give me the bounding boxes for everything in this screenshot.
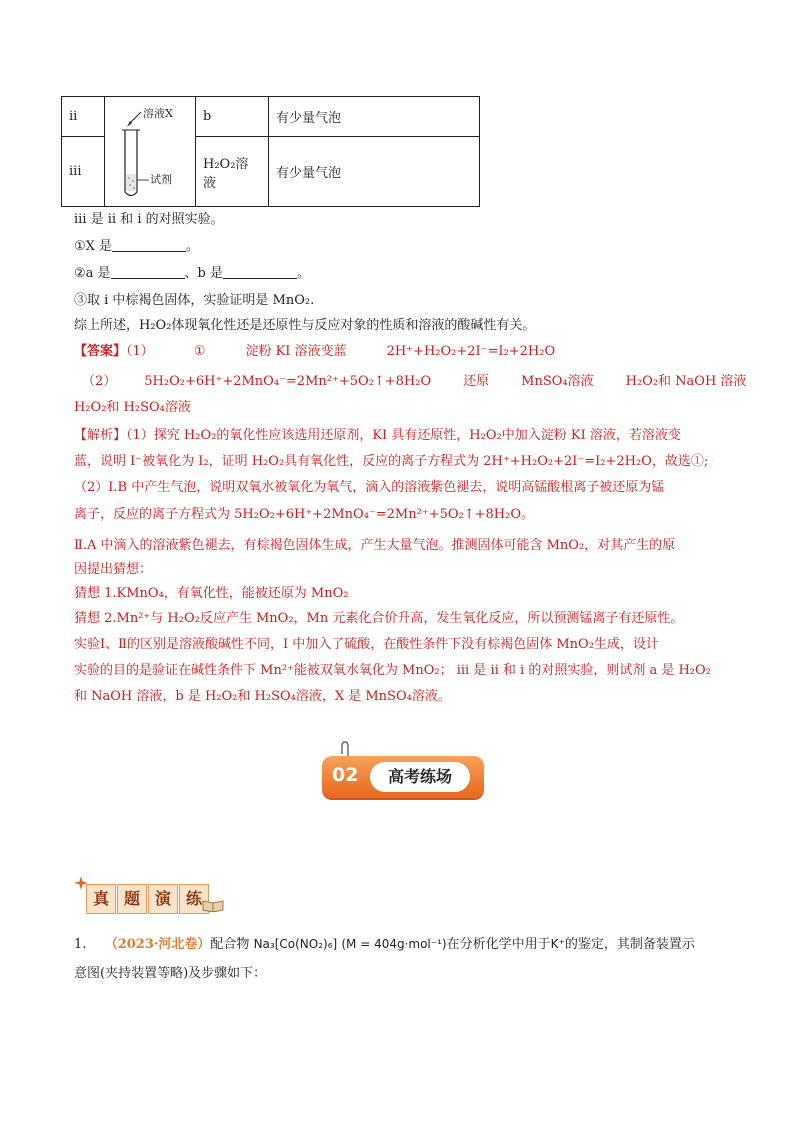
summary-line: 综上所述，H₂O₂体现氧化性还是还原性与反应对象的性质和溶液的酸碱性有关。 bbox=[74, 318, 536, 333]
problem-number: 1. bbox=[74, 937, 87, 952]
analysis-line: 【解析】（1）探究 H₂O₂的氧化性应该选用还原剂，KI 具有还原性，H₂O₂中加入淀粉 KI 溶液，若溶液变 bbox=[74, 428, 681, 443]
problem-1-line2: 意图(夹持装置等略)及步骤如下： bbox=[74, 966, 267, 981]
banner-char: 演 bbox=[148, 884, 178, 914]
problem-1: 1. （2023·河北卷）配合物 Na₃[Co(NO₂)₆] (M = 404g·mol⁻¹)在分析化学中用于K⁺的鉴定，其制备装置示 bbox=[74, 937, 695, 952]
analysis-line: 和 NaOH 溶液，b 是 H₂O₂和 H₂SO₄溶液，X 是 MnSO₄溶液。 bbox=[74, 689, 451, 704]
answer-part2: （2） 5H₂O₂+6H⁺+2MnO₄⁻=2Mn²⁺+5O₂↑+8H₂O 还原 MnSO₄溶液 H₂O₂和 NaOH 溶液 bbox=[82, 374, 747, 389]
badge-title: 高考练场 bbox=[370, 762, 470, 792]
analysis-line: 蓝，说明 I⁻被氧化为 I₂，证明 H₂O₂具有氧化性，反应的离子方程式为 2H⁺+H₂O₂+2I⁻=I₂+2H₂O，故选①; bbox=[74, 454, 709, 469]
molar-mass: (M = 404g·mol⁻¹) bbox=[341, 937, 447, 951]
banner-char: 练 bbox=[179, 884, 209, 914]
section-banner bbox=[74, 878, 224, 918]
observation-cell: 有少量气泡 bbox=[269, 97, 480, 137]
experiment-table bbox=[61, 96, 480, 207]
analysis-line: 因提出猜想： bbox=[74, 562, 153, 577]
banner-char: 真 bbox=[86, 884, 116, 914]
question-line: iii 是 ii 和 i 的对照实验。 bbox=[74, 212, 224, 227]
solution-x-label: 溶液X bbox=[143, 107, 173, 120]
question-1: ①X 是 。 bbox=[74, 239, 200, 254]
answer-label: 【答案】 bbox=[74, 344, 127, 359]
problem-source: （2023·河北卷） bbox=[104, 937, 211, 952]
badge-number: 02 bbox=[332, 764, 359, 786]
row-id: ii bbox=[62, 97, 105, 137]
row-id: iii bbox=[62, 137, 105, 207]
analysis-line: （2）Ⅰ.B 中产生气泡，说明双氧水被氧化为氧气，滴入的溶液紫色褪去，说明高锰酸根离子被还原为锰 bbox=[74, 480, 665, 495]
analysis-line: 实验的目的是验证在碱性条件下 Mn²⁺能被双氧水氧化为 MnO₂； iii 是 ii 和 i 的对照实验，则试剂 a 是 H₂O₂ bbox=[74, 663, 711, 678]
analysis-line: 猜想 1.KMnO₄，有氧化性，能被还原为 MnO₂ bbox=[74, 586, 349, 601]
reagent-cell: H₂O₂溶液 bbox=[196, 137, 269, 207]
test-tube-diagram-cell bbox=[105, 97, 196, 207]
analysis-line: Ⅱ.A 中滴入的溶液紫色褪去，有棕褐色固体生成，产生大量气泡。推测固体可能含 MnO₂，对其产生的原 bbox=[74, 538, 676, 553]
answer-blank bbox=[111, 264, 185, 279]
answer-blank bbox=[223, 264, 297, 279]
compound-formula: Na₃[Co(NO₂)₆] bbox=[253, 937, 338, 951]
answer-part2-cont: H₂O₂和 H₂SO₄溶液 bbox=[74, 400, 191, 415]
answer-blank bbox=[112, 237, 186, 252]
analysis-line: 实验Ⅰ、Ⅱ的区别是溶液酸碱性不同，Ⅰ 中加入了硫酸，在酸性条件下没有棕褐色固体 MnO₂生成，设计 bbox=[74, 637, 659, 652]
potassium-ion: K⁺ bbox=[550, 937, 565, 951]
book-icon bbox=[202, 898, 224, 912]
observation-cell: 有少量气泡 bbox=[269, 137, 480, 207]
reagent-label: 试剂 bbox=[150, 173, 172, 186]
question-3: ③取 i 中棕褐色固体，实验证明是 MnO₂. bbox=[74, 293, 315, 308]
reagent-cell: b bbox=[196, 97, 269, 137]
analysis-line: 离子，反应的离子方程式为 5H₂O₂+6H⁺+2MnO₄⁻=2Mn²⁺+5O₂↑+8H₂O。 bbox=[74, 507, 534, 522]
question-2: ②a 是 、b 是 。 bbox=[74, 266, 311, 281]
answer-part1: 【答案】（1） ① 淀粉 KI 溶液变蓝 2H⁺+H₂O₂+2I⁻=I₂+2H₂O bbox=[74, 344, 556, 359]
section-badge bbox=[322, 740, 484, 802]
analysis-line: 猜想 2.Mn²⁺与 H₂O₂反应产生 MnO₂，Mn 元素化合价升高，发生氧化反应，所以预测锰离子有还原性。 bbox=[74, 611, 684, 626]
table-row bbox=[62, 97, 480, 137]
banner-char: 题 bbox=[117, 884, 147, 914]
